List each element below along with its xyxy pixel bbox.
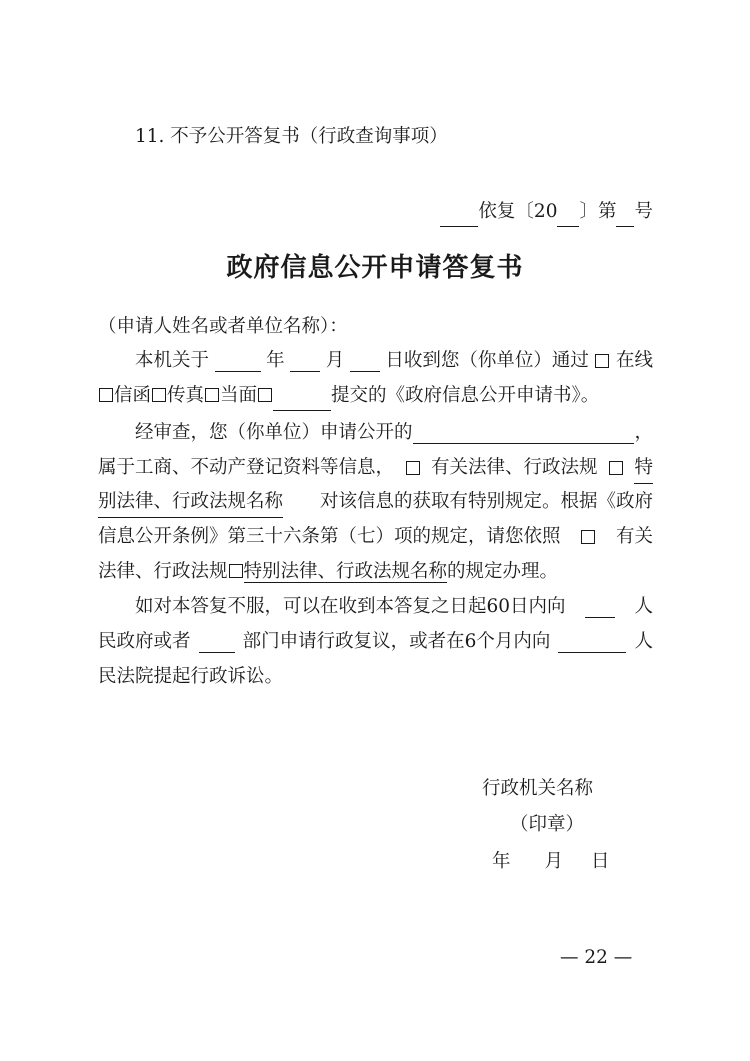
blank-receive-year (215, 350, 261, 372)
blank-requested-info (413, 422, 635, 444)
text: 特 (634, 453, 653, 484)
signature-date (492, 847, 610, 877)
signature-seal: （印章） (510, 814, 585, 835)
text: 年 (266, 350, 285, 371)
text: 法律、行政法规 (98, 561, 228, 582)
special-law-name-placeholder: 别法律、行政法规名称 (98, 487, 283, 518)
blank-receive-day (350, 350, 380, 372)
checkbox-relevant-laws (406, 461, 420, 475)
checkbox-special-laws (609, 461, 623, 475)
blank-year (557, 205, 579, 227)
text: 经审查，您（你单位）申请公开的 (135, 422, 413, 443)
checkbox-in-person (205, 388, 219, 402)
text: 部门申请行政复议，或者在6个月内向 (242, 631, 551, 652)
document-number (440, 197, 653, 227)
checkbox-other (258, 388, 272, 402)
text: 有关 (615, 526, 653, 547)
text: 人 (634, 596, 653, 617)
checkbox-online (595, 354, 609, 368)
blank-court (558, 631, 626, 653)
text: 月 (325, 350, 345, 371)
para2-line4 (98, 522, 653, 552)
para3-line3: 民法院提起行政诉讼。 (98, 666, 284, 687)
text: 如对本答复不服，可以在收到本答复之日起60日内向 (135, 596, 566, 617)
para3-line2 (98, 627, 653, 657)
blank-review-department (199, 631, 235, 653)
text: ， (634, 422, 653, 443)
date-day-label: 日 (591, 851, 610, 872)
text: 信函 (114, 385, 152, 406)
para2-line5 (98, 557, 653, 587)
text: 本机关于 (135, 350, 210, 371)
text: 对该信息的获取有特别规定。根据《政府 (319, 491, 653, 512)
salutation: （申请人姓名或者单位名称）： (98, 316, 348, 337)
text: 有关法律、行政法规 (430, 457, 598, 478)
text: 在线 (615, 350, 653, 371)
special-law-name-placeholder-2: 特别法律、行政法规名称 (243, 561, 448, 582)
text: 属于工商、不动产登记资料等信息， (98, 457, 395, 478)
doc-number-middle: 〕第 (579, 201, 617, 222)
page-number: — 22 — (560, 947, 633, 968)
para2-line3 (98, 487, 653, 517)
blank-review-government (585, 596, 615, 618)
para3-line1 (135, 592, 653, 622)
text: 信息公开条例》第三十六条第（七）项的规定，请您依照 (98, 526, 561, 547)
signature-org-name: 行政机关名称 (482, 778, 594, 799)
text: 民政府或者 (98, 631, 191, 652)
section-heading: 11. 不予公开答复书（行政查询事项） (135, 126, 448, 147)
text: 的规定办理。 (447, 561, 559, 582)
blank-other-method (273, 389, 331, 411)
text: 人 (634, 631, 653, 652)
checkbox-letter (99, 388, 113, 402)
checkbox-relevant-laws-2 (581, 530, 595, 544)
blank-agency-abbr (440, 205, 478, 227)
doc-number-suffix: 号 (634, 201, 653, 222)
para2-line1 (135, 418, 653, 448)
text: 传真 (167, 385, 205, 406)
text: 当面 (220, 385, 258, 406)
text: 日收到您（你单位）通过 (385, 350, 589, 371)
checkbox-special-laws-2 (229, 564, 243, 578)
blank-receive-month (290, 350, 320, 372)
checkbox-fax (152, 388, 166, 402)
date-year-label: 年 (492, 851, 511, 872)
doc-number-prefix: 依复〔20 (478, 201, 558, 222)
para1-line1 (135, 346, 653, 376)
date-month-label: 月 (544, 851, 564, 872)
document-title: 政府信息公开申请答复书 (226, 253, 524, 283)
para1-line2 (98, 381, 653, 411)
text: 提交的《政府信息公开申请书》。 (331, 385, 600, 406)
para2-line2 (98, 453, 653, 483)
blank-serial (616, 205, 634, 227)
